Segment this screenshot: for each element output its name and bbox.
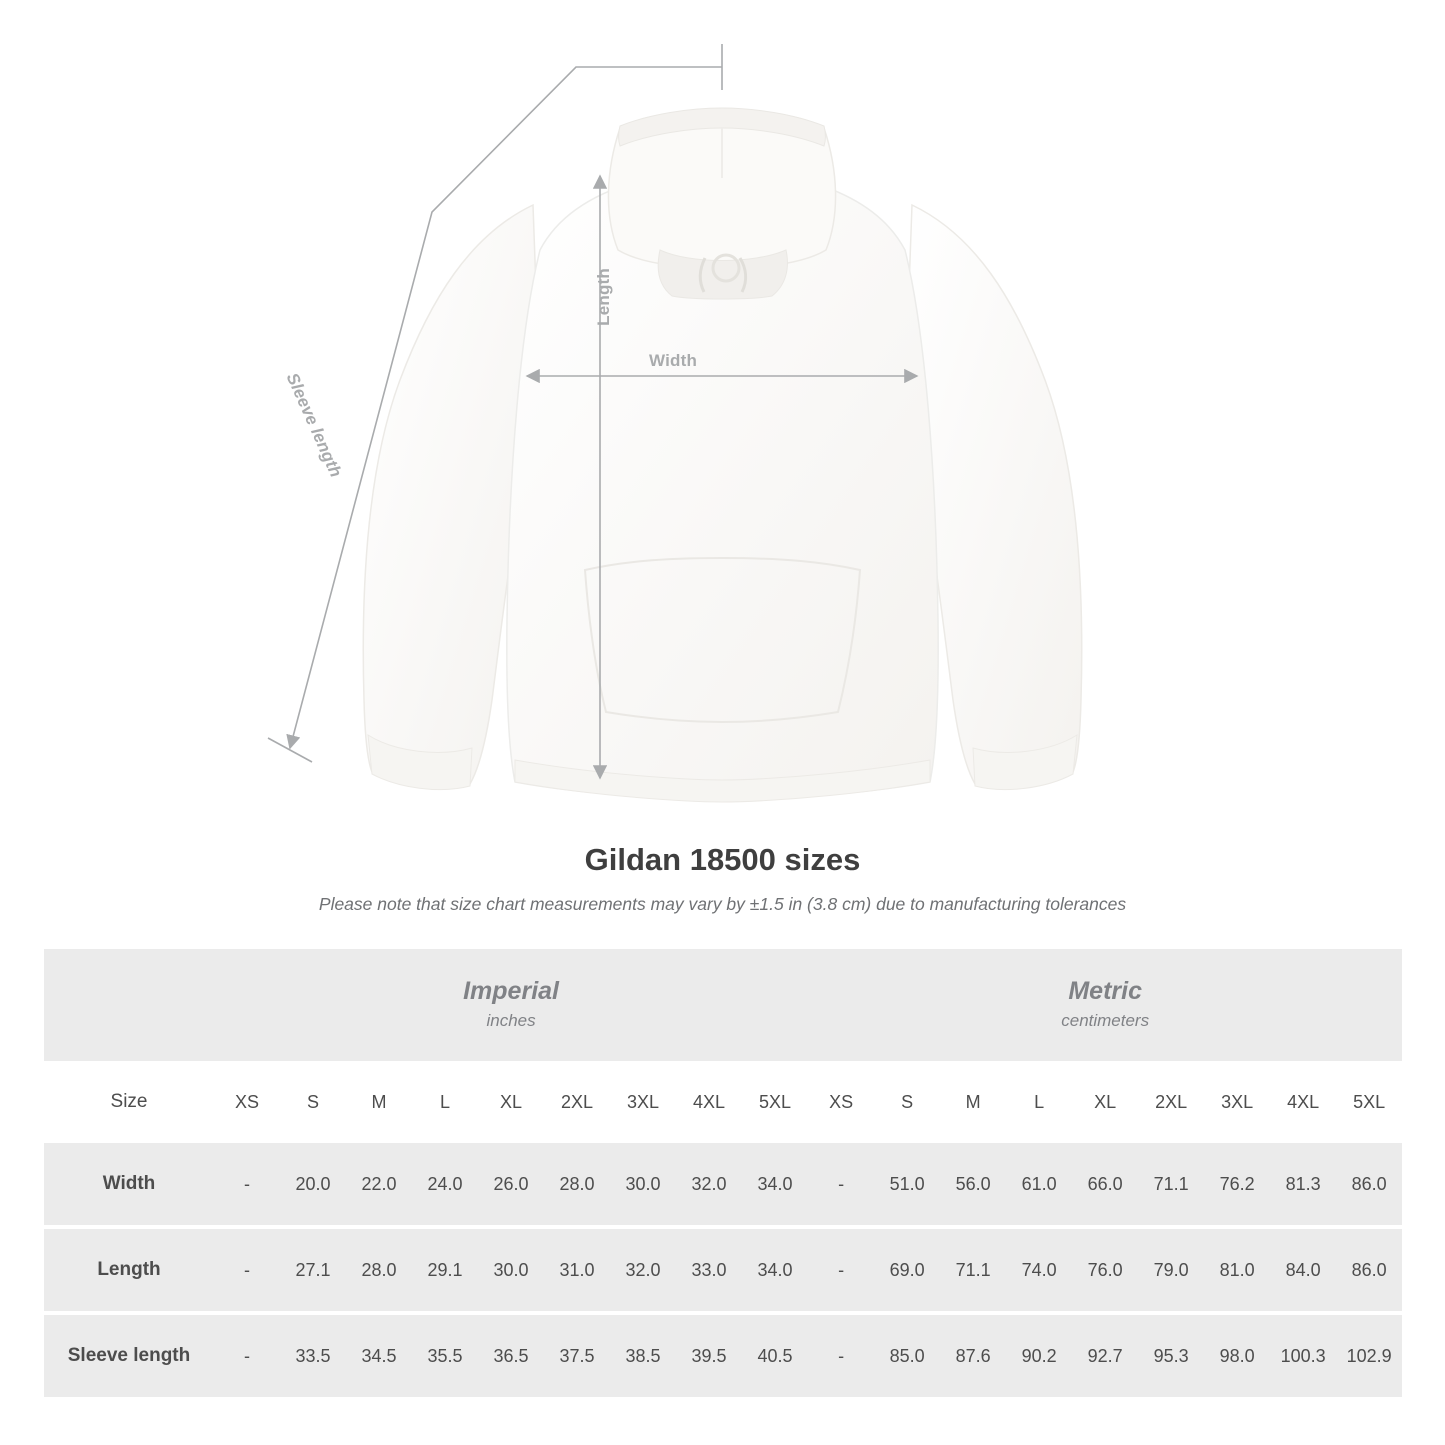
cell-sleeve-metric-l: 90.2 [1006,1315,1072,1397]
cell-sleeve-metric-xl: 92.7 [1072,1315,1138,1397]
size-col-imperial-xl: XL [478,1061,544,1143]
cell-width-metric-xl: 66.0 [1072,1143,1138,1225]
cell-width-imperial-2xl: 28.0 [544,1143,610,1225]
cell-width-metric-3xl: 76.2 [1204,1143,1270,1225]
cell-length-metric-s: 69.0 [874,1229,940,1311]
cell-length-imperial-s: 27.1 [280,1229,346,1311]
units-header-row [44,949,1402,1061]
cell-sleeve-imperial-xs: - [214,1315,280,1397]
cell-width-imperial-4xl: 32.0 [676,1143,742,1225]
cell-length-metric-3xl: 81.0 [1204,1229,1270,1311]
metric-header-cell [808,949,1402,1061]
cell-sleeve-imperial-4xl: 39.5 [676,1315,742,1397]
cell-length-metric-5xl: 86.0 [1336,1229,1402,1311]
size-col-metric-3xl: 3XL [1204,1061,1270,1143]
cell-sleeve-imperial-3xl: 38.5 [610,1315,676,1397]
table-row [44,1315,1402,1397]
sleeve-length-dimension-label: Sleeve length [282,370,346,481]
cell-length-metric-2xl: 79.0 [1138,1229,1204,1311]
cell-width-imperial-s: 20.0 [280,1143,346,1225]
cell-sleeve-imperial-2xl: 37.5 [544,1315,610,1397]
cell-length-imperial-xl: 30.0 [478,1229,544,1311]
size-col-imperial-4xl: 4XL [676,1061,742,1143]
page-title: Gildan 18500 sizes [584,842,861,877]
size-col-imperial-xs: XS [214,1061,280,1143]
cell-width-imperial-l: 24.0 [412,1143,478,1225]
row-label-length: Length [44,1229,214,1311]
units-spacer-cell [44,949,214,1061]
size-col-metric-2xl: 2XL [1138,1061,1204,1143]
cell-length-metric-4xl: 84.0 [1270,1229,1336,1311]
cell-sleeve-imperial-5xl: 40.5 [742,1315,808,1397]
cell-sleeve-imperial-s: 33.5 [280,1315,346,1397]
cell-length-imperial-2xl: 31.0 [544,1229,610,1311]
chart-title-block [0,842,1445,915]
size-col-imperial-l: L [412,1061,478,1143]
cell-width-metric-4xl: 81.3 [1270,1143,1336,1225]
cell-width-imperial-5xl: 34.0 [742,1143,808,1225]
cell-width-metric-s: 51.0 [874,1143,940,1225]
cell-sleeve-metric-5xl: 102.9 [1336,1315,1402,1397]
size-col-metric-xs: XS [808,1061,874,1143]
row-label-width: Width [44,1143,214,1225]
cell-length-metric-xl: 76.0 [1072,1229,1138,1311]
cell-length-imperial-4xl: 33.0 [676,1229,742,1311]
cell-length-imperial-xs: - [214,1229,280,1311]
cell-length-imperial-5xl: 34.0 [742,1229,808,1311]
cell-length-imperial-3xl: 32.0 [610,1229,676,1311]
cell-width-metric-2xl: 71.1 [1138,1143,1204,1225]
cell-sleeve-metric-3xl: 98.0 [1204,1315,1270,1397]
size-col-imperial-s: S [280,1061,346,1143]
cell-width-metric-xs: - [808,1143,874,1225]
width-dimension-label: Width [649,351,698,370]
size-col-metric-m: M [940,1061,1006,1143]
row-label-sleeve-length: Sleeve length [44,1315,214,1397]
size-col-metric-4xl: 4XL [1270,1061,1336,1143]
metric-sublabel: centimeters [1061,1011,1150,1031]
imperial-label: Imperial [463,976,559,1005]
cell-sleeve-metric-4xl: 100.3 [1270,1315,1336,1397]
imperial-sublabel: inches [486,1011,536,1031]
metric-label: Metric [1068,976,1142,1005]
cell-length-metric-l: 74.0 [1006,1229,1072,1311]
cell-sleeve-imperial-xl: 36.5 [478,1315,544,1397]
cell-sleeve-metric-m: 87.6 [940,1315,1006,1397]
cell-width-imperial-3xl: 30.0 [610,1143,676,1225]
size-col-metric-s: S [874,1061,940,1143]
cell-length-metric-m: 71.1 [940,1229,1006,1311]
size-col-metric-l: L [1006,1061,1072,1143]
cell-width-metric-m: 56.0 [940,1143,1006,1225]
table-row [44,1229,1402,1311]
cell-sleeve-imperial-l: 35.5 [412,1315,478,1397]
size-col-imperial-m: M [346,1061,412,1143]
size-col-imperial-2xl: 2XL [544,1061,610,1143]
hoodie-shape [363,108,1082,802]
size-col-metric-xl: XL [1072,1061,1138,1143]
cell-length-imperial-l: 29.1 [412,1229,478,1311]
cell-width-imperial-xl: 26.0 [478,1143,544,1225]
cell-sleeve-metric-xs: - [808,1315,874,1397]
cell-width-metric-5xl: 86.0 [1336,1143,1402,1225]
size-col-imperial-3xl: 3XL [610,1061,676,1143]
size-header-label: Size [44,1061,214,1143]
cell-sleeve-metric-s: 85.0 [874,1315,940,1397]
length-dimension-label: Length [594,268,613,326]
size-table-container [44,949,1401,1397]
cell-sleeve-imperial-m: 34.5 [346,1315,412,1397]
size-col-imperial-5xl: 5XL [742,1061,808,1143]
cell-length-metric-xs: - [808,1229,874,1311]
cell-sleeve-metric-2xl: 95.3 [1138,1315,1204,1397]
cell-width-imperial-xs: - [214,1143,280,1225]
size-table [44,949,1402,1397]
imperial-header-cell [214,949,808,1061]
cell-width-imperial-m: 22.0 [346,1143,412,1225]
cell-length-imperial-m: 28.0 [346,1229,412,1311]
size-header-row [44,1061,1402,1143]
size-col-metric-5xl: 5XL [1336,1061,1402,1143]
table-row [44,1143,1402,1225]
cell-width-metric-l: 61.0 [1006,1143,1072,1225]
tolerance-note: Please note that size chart measurements may vary by ±1.5 in (3.8 cm) due to manufacturing tolerances [318,894,1127,914]
